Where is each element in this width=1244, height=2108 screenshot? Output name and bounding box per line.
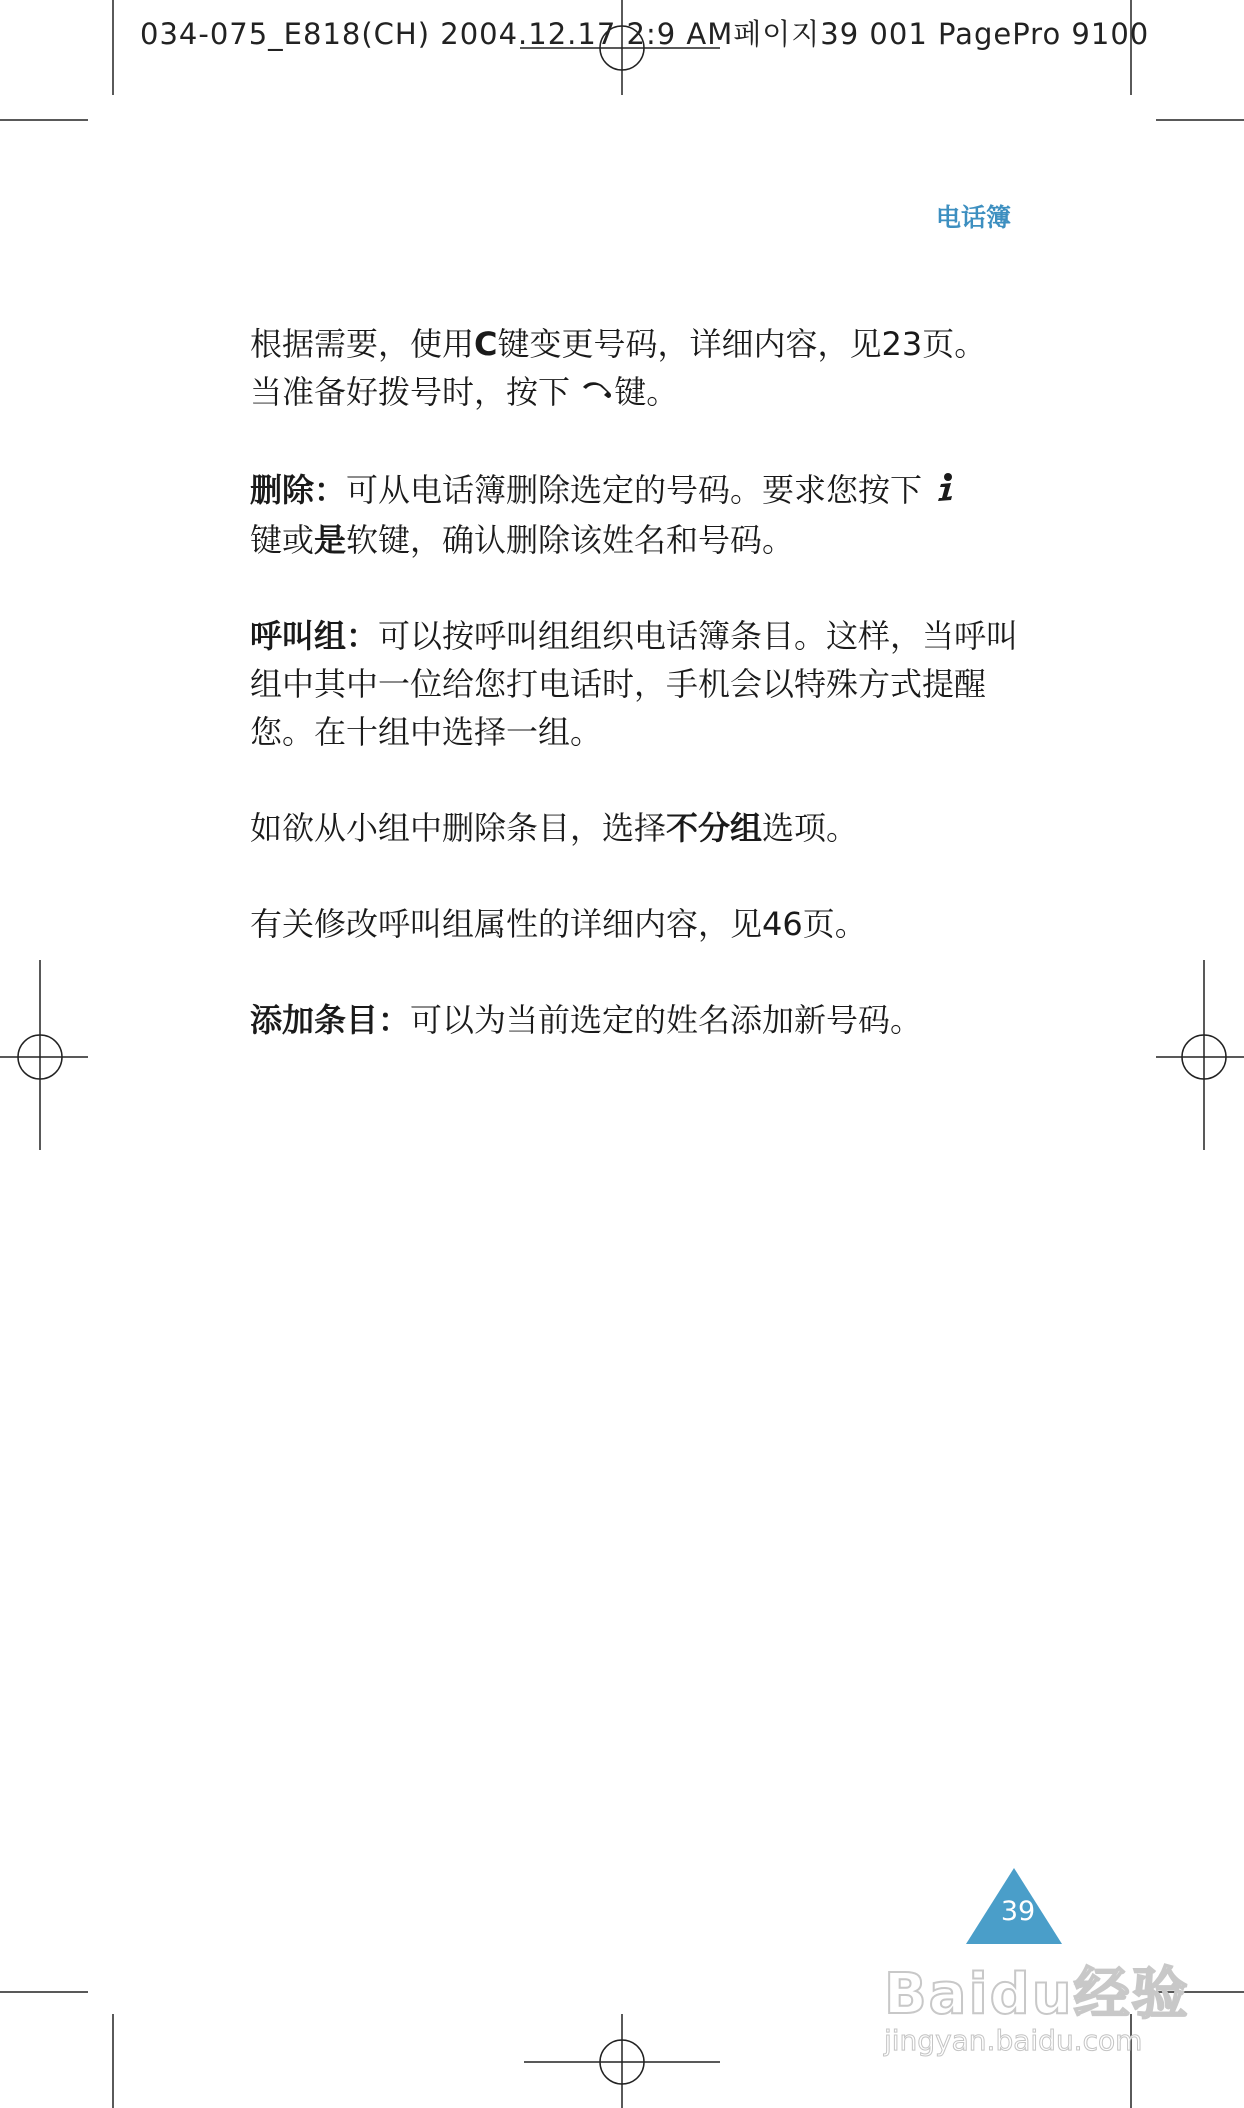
p4-text-b: 选项。 <box>762 809 859 847</box>
caller-group-term: 呼叫组： <box>250 617 379 655</box>
yes-softkey-label: 是 <box>314 521 347 559</box>
p1-text-c: 当准备好拨号时，按下 <box>250 373 581 411</box>
section-title: 电话簿 <box>936 203 1012 232</box>
paragraph-ungroup <box>250 804 1030 852</box>
p2-text-c: 软键，确认删除该姓名和号码。 <box>346 521 795 559</box>
watermark-url: jingyan.baidu.com <box>884 2024 1143 2057</box>
p6-text: 可以为当前选定的姓名添加新号码。 <box>410 1001 923 1039</box>
ungroup-option-label: 不分组 <box>666 809 763 847</box>
p1-text-b: 键变更号码，详细内容，见23页。 <box>497 325 987 363</box>
body-content <box>250 320 1030 1044</box>
p1-text-d: 键。 <box>614 373 679 411</box>
info-i-icon <box>932 468 958 516</box>
paragraph-delete <box>250 466 1030 564</box>
c-key-label: C <box>474 325 498 363</box>
paragraph-group-props <box>250 900 1030 948</box>
p2-text-a: 可从电话簿删除选定的号码。要求您按下 <box>346 471 933 509</box>
p5-text: 有关修改呼叫组属性的详细内容，见46页。 <box>250 905 867 943</box>
paragraph-caller-group <box>250 612 1030 756</box>
p1-text-a: 根据需要，使用 <box>250 325 475 363</box>
print-header: 034-075_E818(CH) 2004.12.17 2:9 AM페이지39 001 PagePro 9100 <box>140 17 1150 51</box>
p4-text-a: 如欲从小组中删除条目，选择 <box>250 809 667 847</box>
page-number: 39 <box>1000 1896 1036 1927</box>
p2-text-b: 键或 <box>250 521 315 559</box>
add-entry-term: 添加条目： <box>250 1001 411 1039</box>
phone-send-icon <box>580 370 614 418</box>
paragraph-add-entry <box>250 996 1030 1044</box>
watermark-logo: Baidu经验 <box>884 1962 1190 2027</box>
delete-term: 删除： <box>250 471 347 509</box>
p3-text: 可以按呼叫组组织电话簿条目。这样，当呼叫组中其中一位给您打电话时，手机会以特殊方式提醒您。在十组中选择一组。 <box>250 617 1019 751</box>
paragraph-dial <box>250 320 1030 418</box>
